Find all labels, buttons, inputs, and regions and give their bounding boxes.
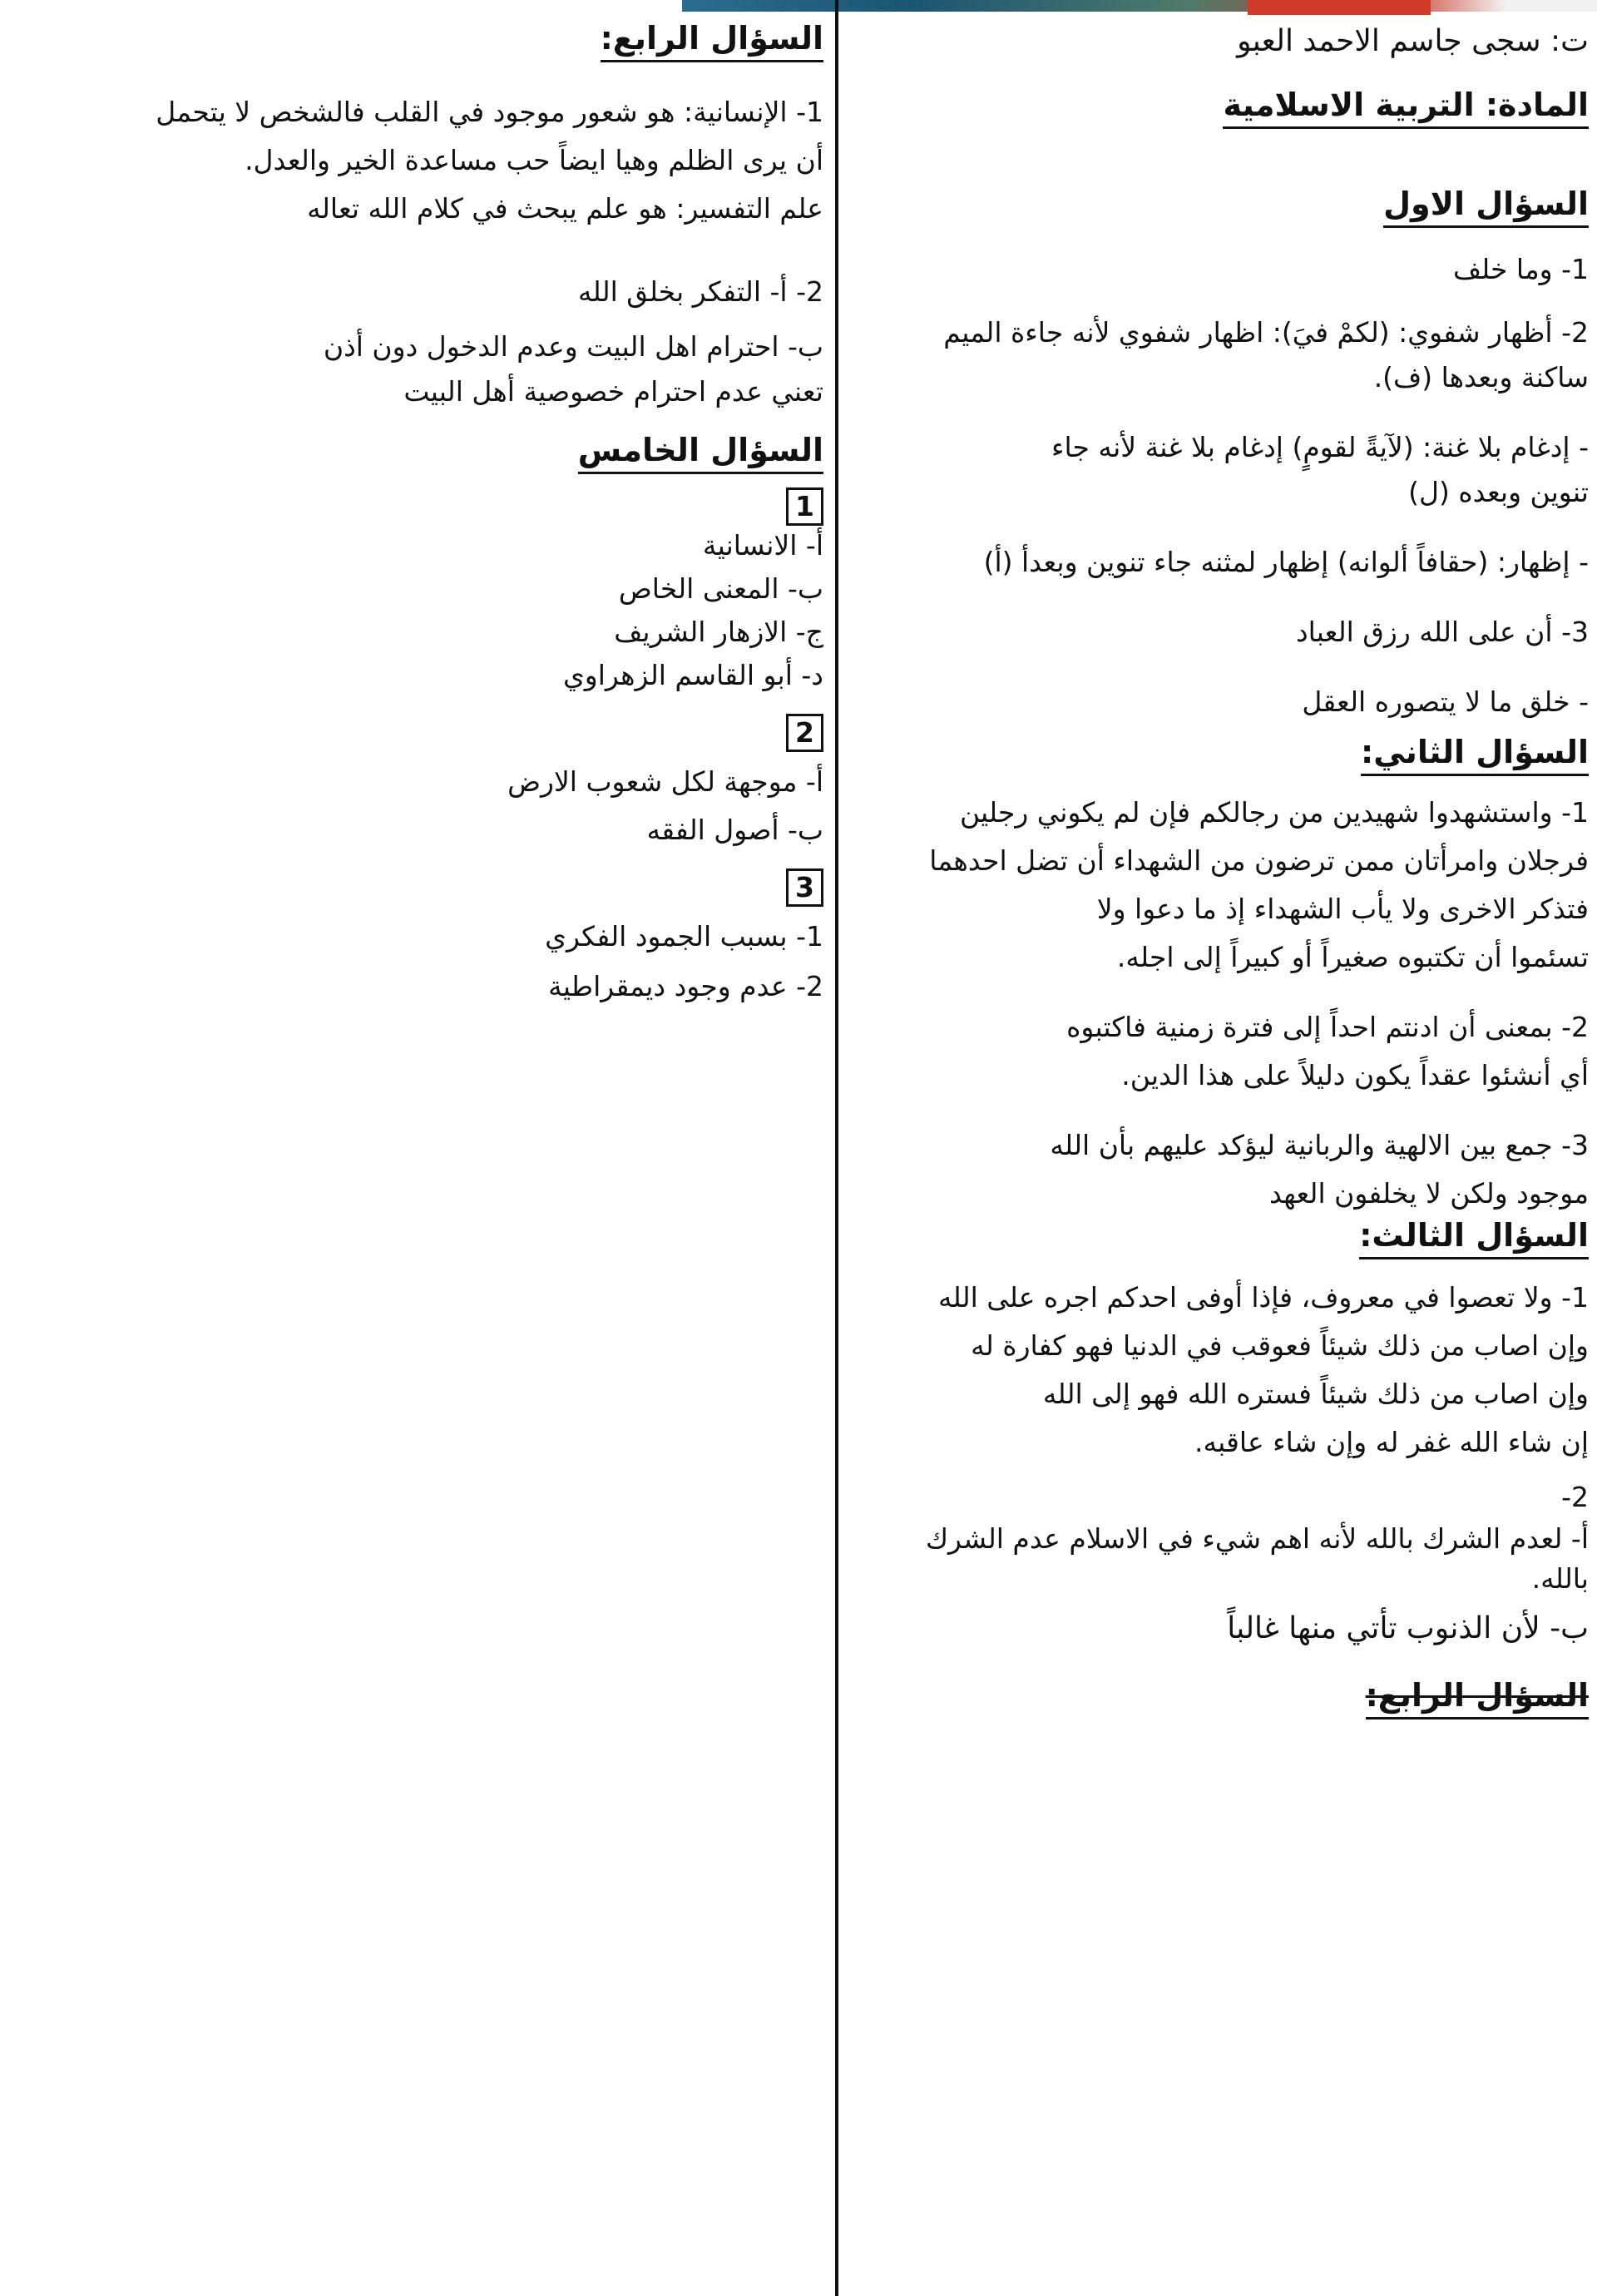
q5-answer: أ- موجهة لكل شعوب الارض: [507, 765, 823, 798]
student-name: ت: سجى جاسم الاحمد العبو: [1237, 24, 1589, 58]
q1-line: - إدغام بلا غنة: (لآيةً لقومٍ) إدغام بلا غنة لأنه جاء: [1051, 431, 1589, 463]
q5-answer: 2- عدم وجود ديمقراطية: [548, 970, 823, 1002]
q3-line: أ- لعدم الشرك بالله لأنه اهم شيء في الاسلام عدم الشرك: [925, 1522, 1589, 1555]
q1-line: - إظهار: (حقافاً ألوانه) إظهار لمثنه جاء تنوين وبعدأ (أ): [983, 546, 1589, 578]
q1-line: - خلق ما لا يتصوره العقل: [1302, 685, 1589, 718]
q3-line: 2-: [1561, 1481, 1589, 1513]
q5-answer: أ- الانسانية: [702, 529, 823, 562]
q4-heading: السؤال الرابع:: [601, 22, 823, 62]
q5-heading: السؤال الخامس: [578, 433, 823, 474]
q3-line: 1- ولا تعصوا في معروف، فإذا أوفى احدكم اجره على الله: [937, 1281, 1589, 1314]
q5-answer: ج- الازهار الشريف: [614, 616, 823, 648]
q4-line: 2- أ- التفكر بخلق الله: [577, 275, 823, 308]
q1-line: 1- وما خلف: [1452, 253, 1589, 285]
q5-part-number: 3: [786, 868, 823, 907]
q3-line: وإن اصاب من ذلك شيئاً فعوقب في الدنيا فهو كفارة له: [971, 1329, 1589, 1362]
q5-answer: 1- بسبب الجمود الفكري: [545, 920, 823, 953]
q5-part-number: 1: [786, 487, 823, 526]
q1-line: 3- أن على الله رزق العباد: [1295, 616, 1589, 648]
q2-line: فتذكر الاخرى ولا يأب الشهداء إذ ما دعوا ولا: [1096, 893, 1589, 925]
q2-line: تسئموا أن تكتبوه صغيراً أو كبيراً إلى اجله.: [1116, 941, 1589, 973]
q2-line: 2- بمعنى أن ادنتم احداً إلى فترة زمنية فاكتبوه: [1066, 1011, 1589, 1043]
q2-line: أي أنشئوا عقداً يكون دليلاً على هذا الدين.: [1121, 1059, 1589, 1091]
q2-line: 1- واستشهدوا شهيدين من رجالكم فإن لم يكوني رجلين: [959, 796, 1589, 829]
subject-title: المادة: التربية الاسلامية: [1223, 88, 1589, 129]
q2-heading: السؤال الثاني:: [1361, 735, 1589, 776]
q3-line: إن شاء الله غفر له وإن شاء عاقبه.: [1194, 1426, 1589, 1458]
q1-heading: السؤال الاول: [1383, 187, 1589, 228]
q4-line: أن يرى الظلم وهيا ايضاً حب مساعدة الخير والعدل.: [245, 144, 823, 176]
q3-line: بالله.: [1531, 1562, 1589, 1595]
photo-edge-strip: [682, 0, 1597, 12]
left-column: [58, 17, 823, 1012]
q1-line: ساكنة وبعدها (ف).: [1373, 361, 1589, 393]
q4-line: 1- الإنسانية: هو شعور موجود في القلب فالشخص لا يتحمل: [156, 96, 823, 128]
q1-line: تنوين وبعده (ل): [1408, 476, 1589, 508]
q5-answer: د- أبو القاسم الزهراوي: [562, 659, 823, 691]
q3-line: وإن اصاب من ذلك شيئاً فستره الله فهو إلى الله: [1042, 1378, 1589, 1410]
q3-line: ب- لأن الذنوب تأتي منها غالباً: [1227, 1611, 1589, 1645]
right-column: [848, 17, 1589, 1720]
q2-line: 3- جمع بين الالهية والربانية ليؤكد عليهم بأن الله: [1050, 1129, 1589, 1161]
q2-line: موجود ولكن لا يخلفون العهد: [1268, 1177, 1589, 1210]
q5-answer: ب- المعنى الخاص: [618, 572, 823, 605]
q4-line: تعني عدم احترام خصوصية أهل البيت: [403, 375, 823, 408]
photo-edge-red: [1248, 0, 1431, 15]
q1-line: 2- أظهار شفوي: (لكمْ فيَ): اظهار شفوي لأنه جاءة الميم: [943, 316, 1589, 349]
q5-part-number: 2: [786, 714, 823, 752]
q4-line: ب- احترام اهل البيت وعدم الدخول دون أذن: [323, 330, 823, 363]
q5-answer: ب- أصول الفقه: [646, 814, 823, 846]
q2-line: فرجلان وامرأتان ممن ترضون من الشهداء أن تضل احدهما: [929, 844, 1589, 877]
q4-line: علم التفسير: هو علم يبحث في كلام الله تعاله: [307, 192, 823, 225]
page-fold-divider: [835, 0, 838, 2296]
q3-heading: السؤال الثالث:: [1359, 1219, 1589, 1259]
q4-heading-struck: السؤال الرابع:: [1366, 1679, 1589, 1720]
